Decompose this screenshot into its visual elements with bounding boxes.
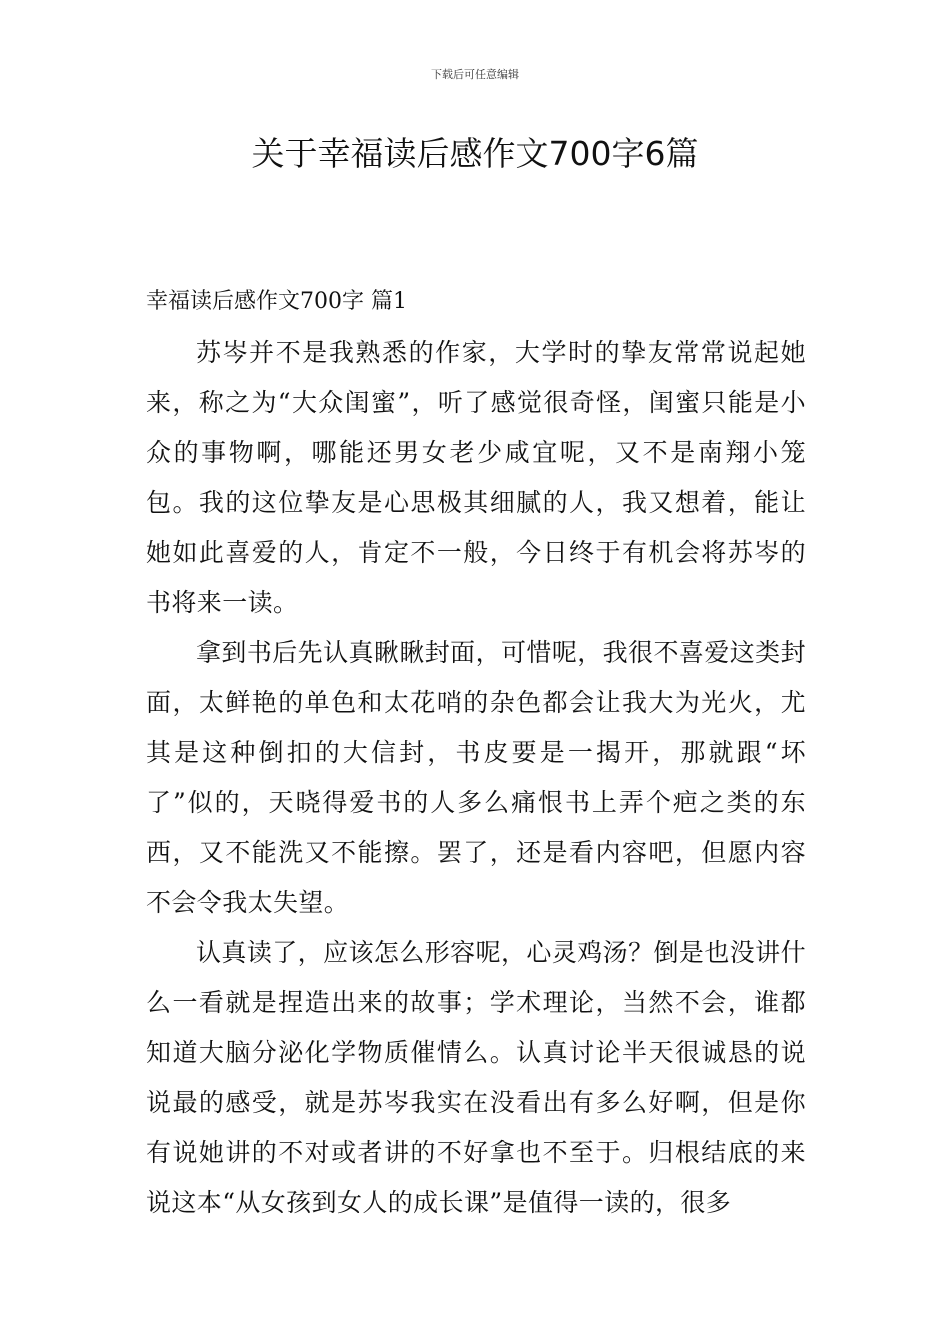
document-title: 关于幸福读后感作文700字6篇 xyxy=(251,134,699,173)
section-heading: 幸福读后感作文700字 篇1 xyxy=(146,289,407,314)
body-text xyxy=(146,328,806,1228)
paragraph: 拿到书后先认真瞅瞅封面，可惜呢，我很不喜爱这类封面，太鲜艳的单色和太花哨的杂色都会让我大为光火，尤其是这种倒扣的大信封，书皮要是一揭开，那就跟“坏了”似的，天晓得爱书的人多么痛恨书上弄个疤之类的东西，又不能洗又不能擦。罢了，还是看内容吧，但愿内容不会令我太失望。 xyxy=(146,638,806,917)
paragraph: 苏岑并不是我熟悉的作家，大学时的挚友常常说起她来，称之为“大众闺蜜”，听了感觉很奇怪，闺蜜只能是小众的事物啊，哪能还男女老少咸宜呢，又不是南翔小笼包。我的这位挚友是心思极其细腻的人，我又想着，能让她如此喜爱的人，肯定不一般，今日终于有机会将苏岑的书将来一读。 xyxy=(146,338,806,617)
paragraph: 认真读了，应该怎么形容呢，心灵鸡汤？倒是也没讲什么一看就是捏造出来的故事；学术理论，当然不会，谁都知道大脑分泌化学物质催情么。认真讨论半天很诚恳的说说最的感受，就是苏岑我实在没看出有多么好啊，但是你有说她讲的不对或者讲的不好拿也不至于。归根结底的来说这本“从女孩到女人的成长课”是值得一读的，很多 xyxy=(146,938,806,1217)
header-note: 下载后可任意编辑 xyxy=(431,68,519,81)
